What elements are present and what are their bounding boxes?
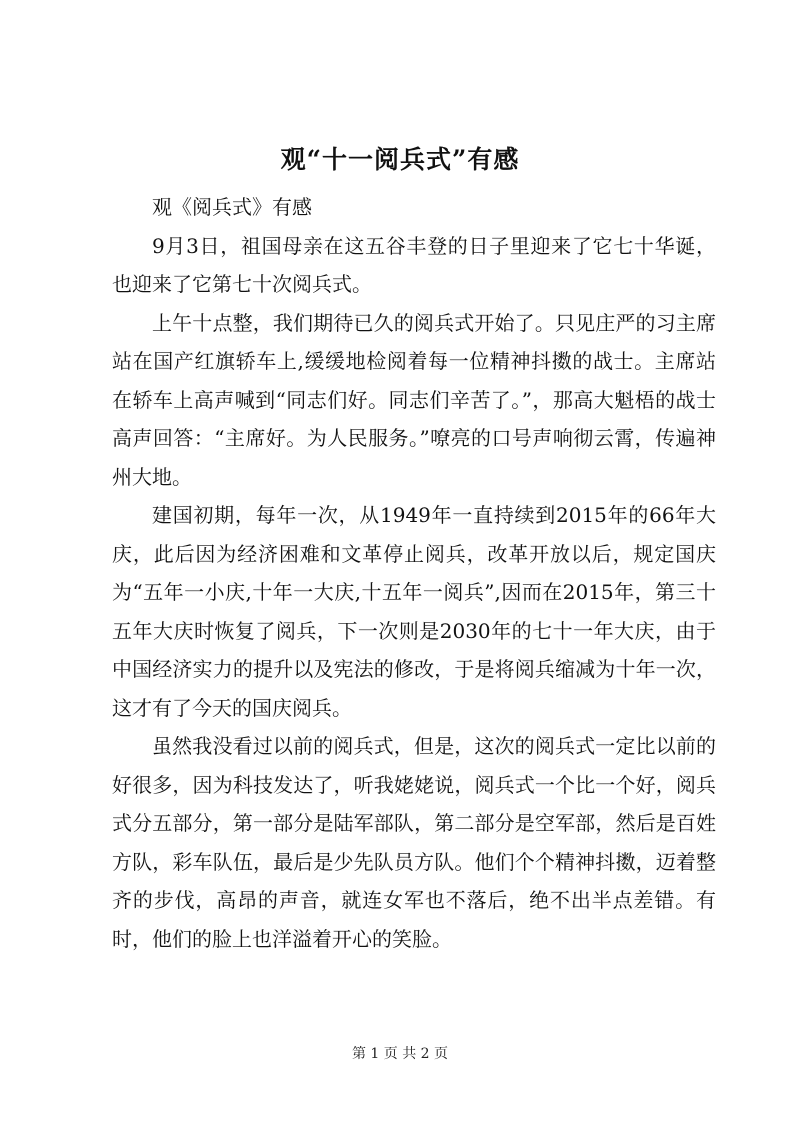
paragraph: 观《阅兵式》有感: [152, 195, 312, 219]
document-title: 观“十一阅兵式”有感: [280, 145, 520, 174]
paragraph: 虽然我没看过以前的阅兵式，但是，这次的阅兵式一定比以前的好很多，因为科技发达了，听我姥姥说，阅兵式一个比一个好，阅兵式分五部分，第一部分是陆军部队，第二部分是空军部，然后是百姓方队，彩车队伍，最后是少先队员方队。他们个个精神抖擞，迈着整齐的步伐，高昂的声音，就连女军也不落后，绝不出半点差错。有时，他们的脸上也洋溢着开心的笑脸。: [112, 734, 716, 951]
paragraph: 上午十点整，我们期待已久的阅兵式开始了。只见庄严的习主席站在国产红旗轿车上,缓缓地检阅着每一位精神抖擞的战士。主席站在轿车上高声喊到“同志们好。同志们辛苦了。”，那高大魁梧的战士高声回答：“主席好。为人民服务。”嘹亮的口号声响彻云霄，传遍神州大地。: [112, 310, 716, 489]
document-body: [112, 188, 716, 958]
paragraph: 建国初期，每年一次，从1949年一直持续到2015年的66年大庆，此后因为经济困难和文革停止阅兵，改革开放以后，规定国庆为“五年一小庆,十年一大庆,十五年一阅兵”,因而在2015年，第三十五年大庆时恢复了阅兵，下一次则是2030年的七十一年大庆，由于中国经济实力的提升以及宪法的修改，于是将阅兵缩减为十年一次，这才有了今天的国庆阅兵。: [112, 503, 716, 720]
page-number-footer: 第 1 页 共 2 页: [351, 1046, 449, 1062]
paragraph: 9月3日，祖国母亲在这五谷丰登的日子里迎来了它七十华诞，也迎来了它第七十次阅兵式。: [112, 233, 716, 296]
